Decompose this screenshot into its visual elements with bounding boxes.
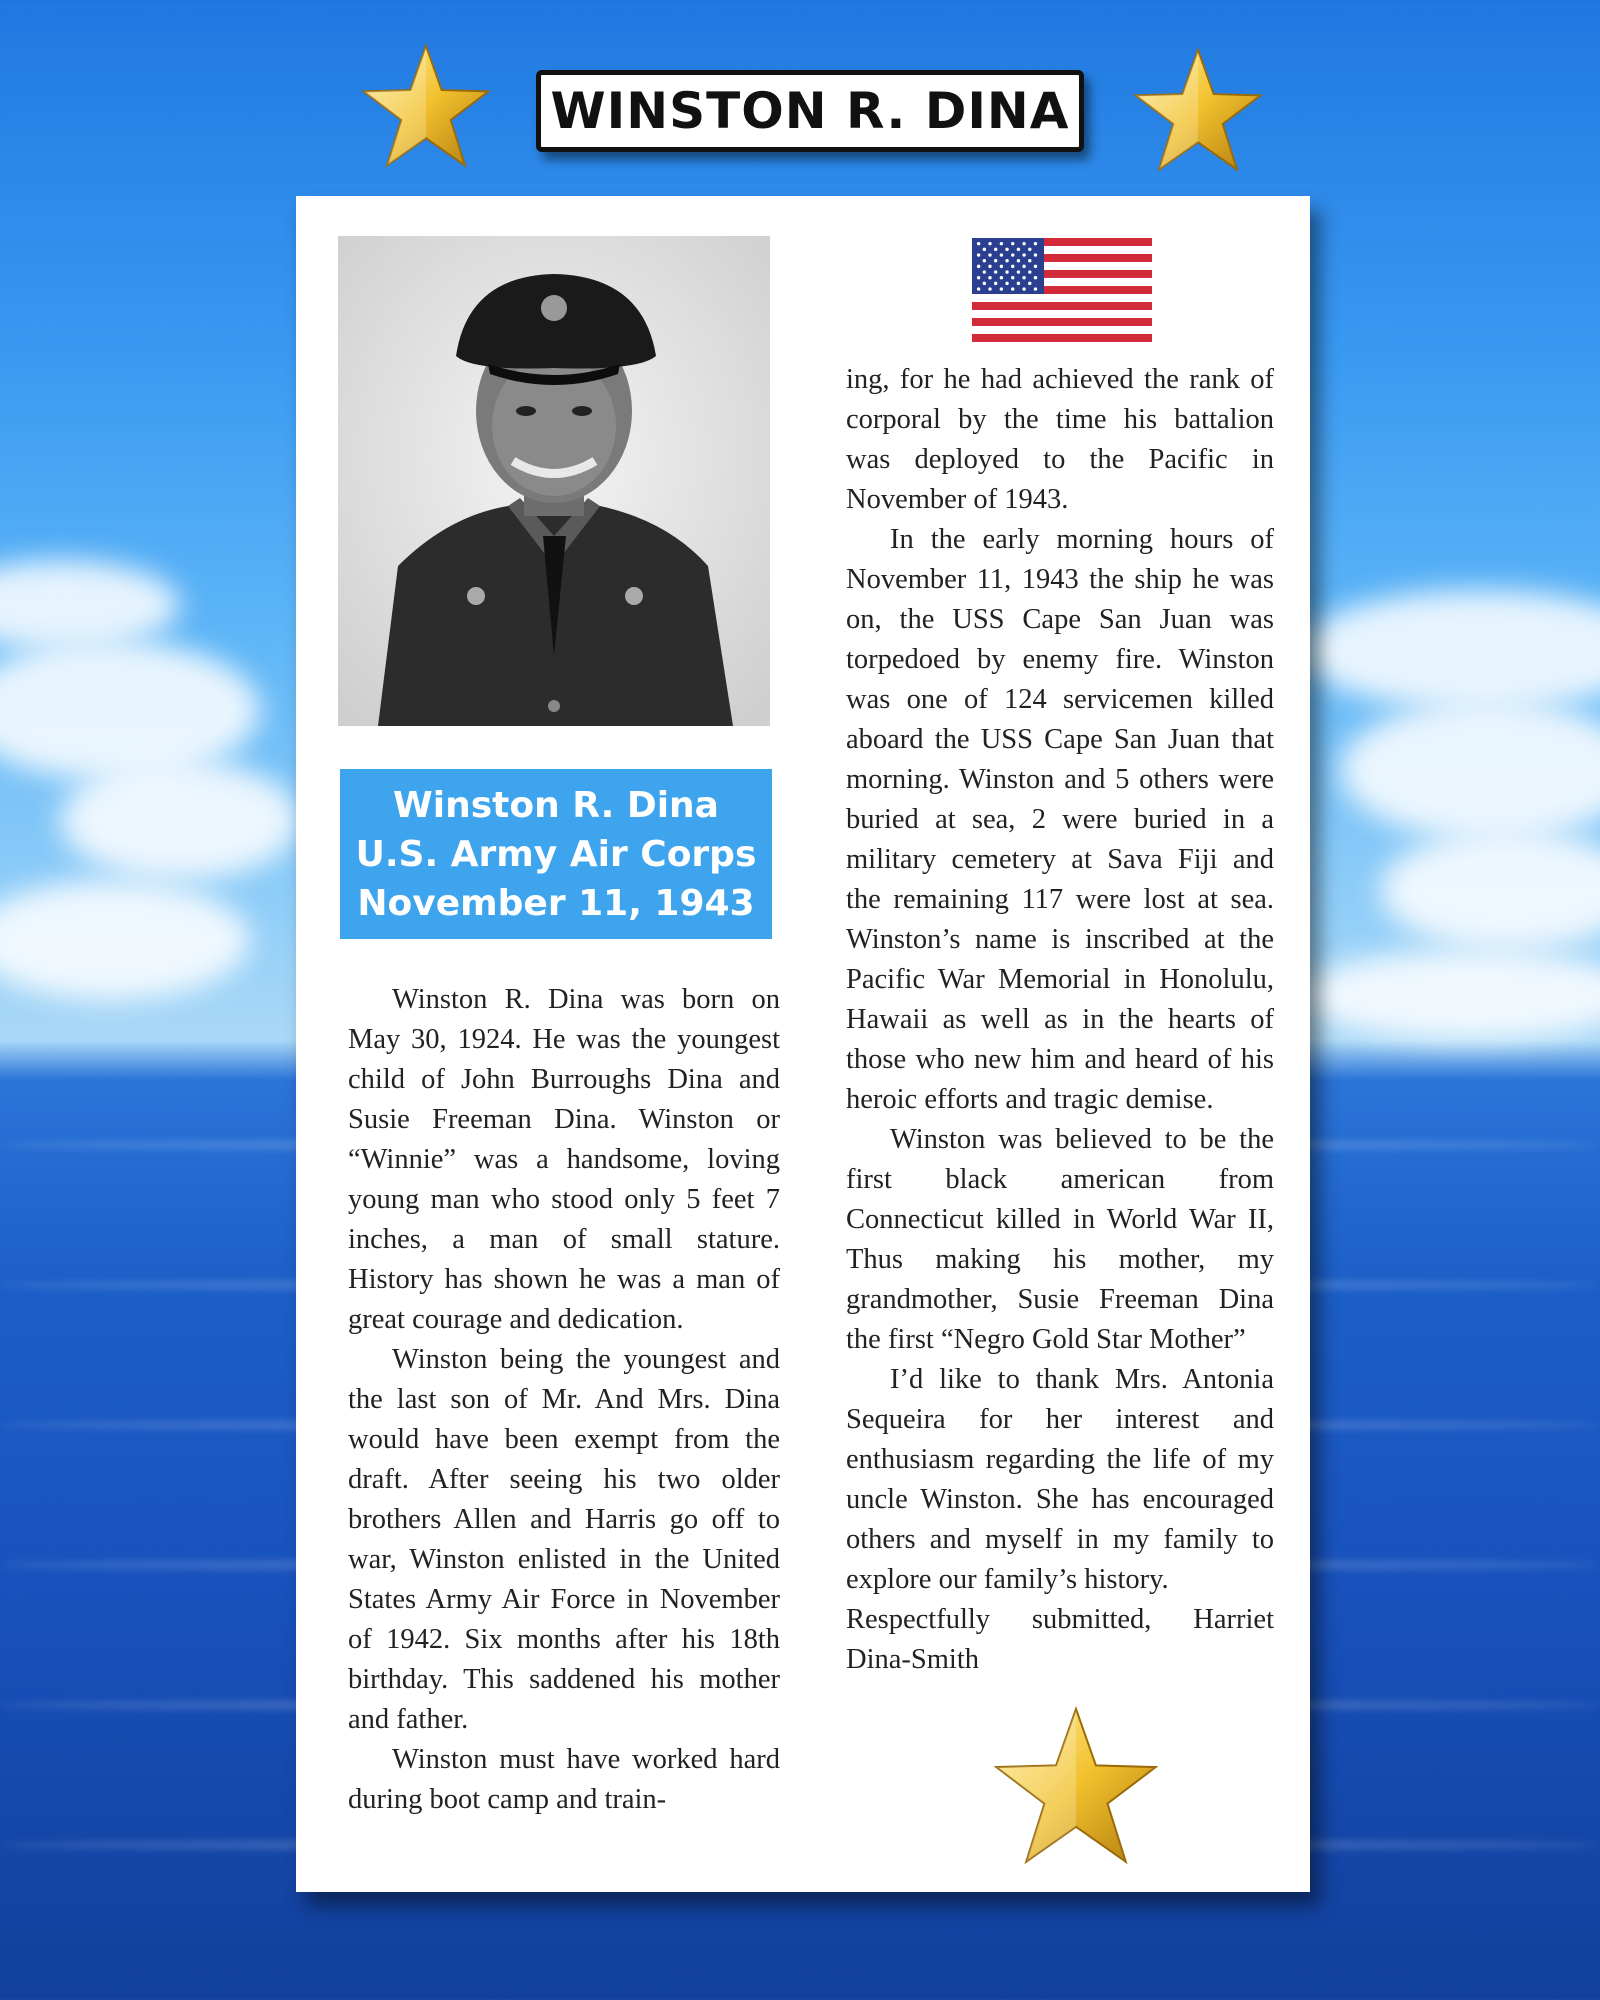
title-plate [536,70,1084,152]
cloud [1380,830,1600,950]
caption-branch: U.S. Army Air Corps [355,833,757,875]
caption-name: Winston R. Dina [393,784,719,826]
cloud [0,880,250,1000]
caption-box [340,769,772,939]
article-paragraph: Winston was believed to be the first black american from Connecticut killed in World War II, Thus making his mother, my grandmother, Susie Freeman Dina the first “Negro Gold Star Mother” [846,1124,1274,1355]
cloud [1300,950,1600,1040]
article-right-column [846,360,1274,1680]
gold-star-icon [992,1704,1160,1870]
gold-star-icon [1132,46,1264,176]
article-paragraph: Winston being the youngest and the last son of Mr. And Mrs. Dina would have been exempt from the draft. After seeing his two older brothers Allen and Harris go off to war, Winston enlisted in the United States Army Air Force in November of 1942. Six months after his 18th birthday. This saddened his mother and father. [348,1344,780,1735]
signature-line: Respectfully submitted, Harriet Dina-Smith [846,1604,1274,1675]
caption-date: November 11, 1943 [357,882,755,924]
article-paragraph: Winston must have worked hard during boot camp and train- [348,1744,780,1815]
portrait-photo [338,236,770,726]
article-paragraph: I’d like to thank Mrs. Antonia Sequeira for her interest and enthusiasm regarding the life of my uncle Winston. She has encouraged others and myself in my family to explore our family’s history. [846,1364,1274,1595]
us-flag-icon [972,238,1152,342]
article-left-column [348,980,780,1820]
memorial-card [296,196,1310,1892]
cloud [1340,700,1600,840]
cloud [1300,590,1600,710]
gold-star-icon [360,42,492,172]
cloud [60,760,300,880]
article-paragraph: In the early morning hours of November 11, 1943 the ship he was on, the USS Cape San Juan was torpedoed by enemy fire. Winston was one of 124 servicemen killed aboard the USS Cape San Juan that morning. Winston and 5 others were buried at sea, 2 were buried in a military cemetery at Sava Fiji and the remaining 117 were lost at sea. Winston’s name is inscribed at the Pacific War Memorial in Honolulu, Hawaii as well as in the hearts of those who new him and heard of his heroic efforts and tragic demise. [846,524,1274,1115]
article-paragraph: Winston R. Dina was born on May 30, 1924. He was the youngest child of John Burroughs Dina and Susie Freeman Dina. Winston or “Winnie” was a handsome, loving young man who stood only 5 feet 7 inches, a man of small stature. History has shown he was a man of great courage and dedication. [348,984,780,1335]
page-title: WINSTON R. DINA [550,82,1070,140]
cloud [0,560,180,650]
cloud [0,640,260,780]
article-paragraph: ing, for he had achieved the rank of corporal by the time his battalion was deployed to the Pacific in November of 1943. [846,364,1274,515]
